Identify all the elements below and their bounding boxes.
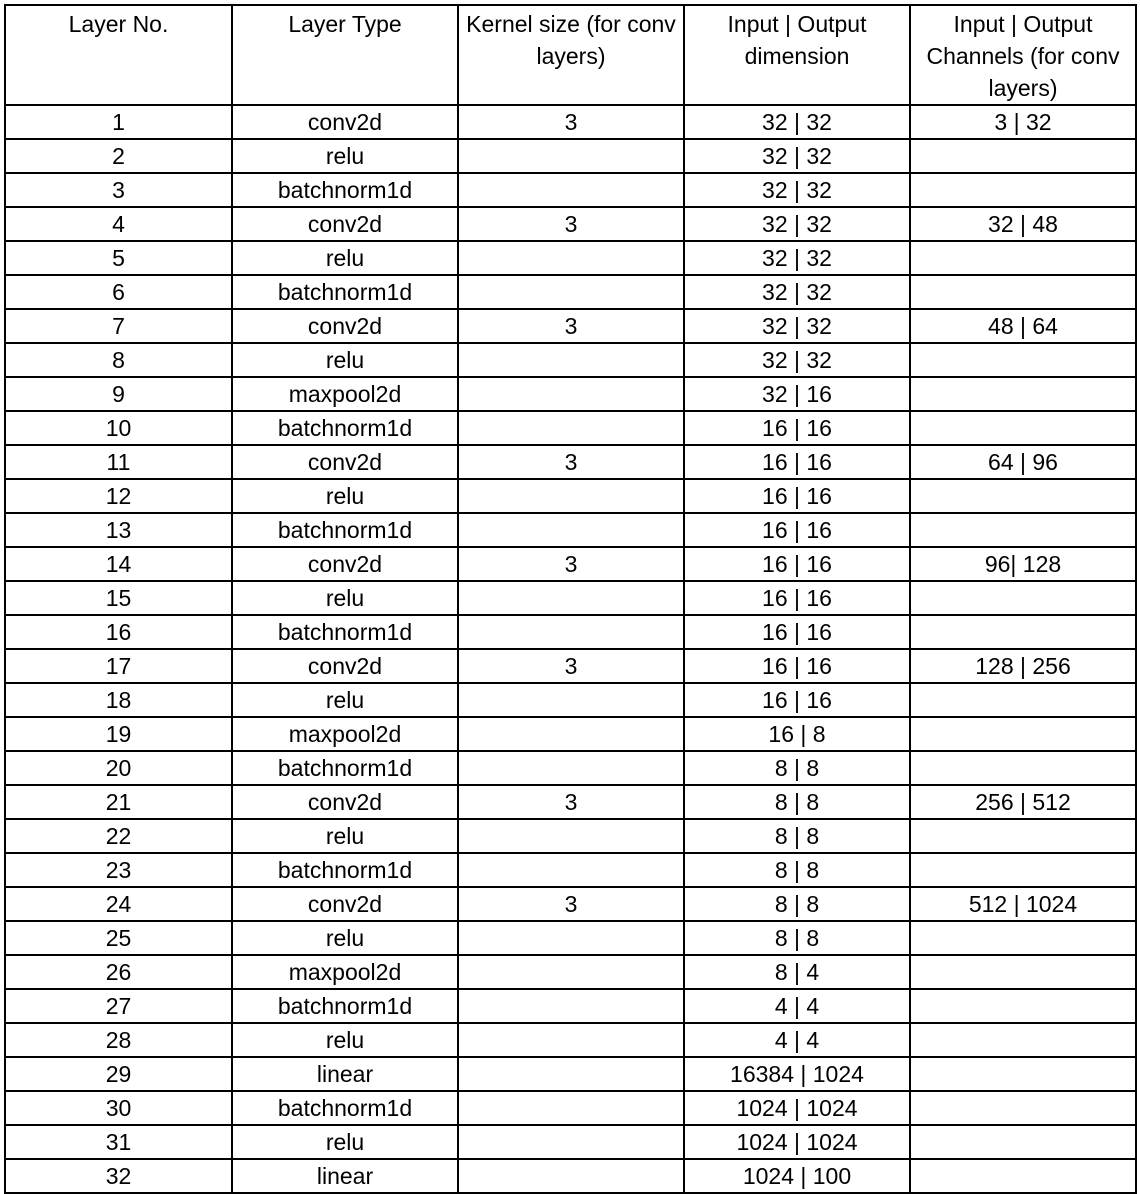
cell-layer-type: linear: [232, 1159, 458, 1193]
header-layer-type: Layer Type: [232, 5, 458, 105]
table-row: [5, 173, 1136, 207]
table-row: [5, 649, 1136, 683]
cell-layer-no: 30: [5, 1091, 232, 1125]
cell-io-dimension: 1024 | 1024: [684, 1091, 910, 1125]
cell-layer-type: conv2d: [232, 547, 458, 581]
cell-kernel-size: [458, 819, 684, 853]
cell-layer-type: maxpool2d: [232, 717, 458, 751]
cell-layer-type: batchnorm1d: [232, 615, 458, 649]
cell-kernel-size: [458, 989, 684, 1023]
cell-io-dimension: 4 | 4: [684, 989, 910, 1023]
cell-layer-no: 3: [5, 173, 232, 207]
cell-kernel-size: [458, 955, 684, 989]
cell-layer-no: 21: [5, 785, 232, 819]
cell-layer-no: 22: [5, 819, 232, 853]
table-row: [5, 581, 1136, 615]
table-row: [5, 751, 1136, 785]
table-row: [5, 921, 1136, 955]
cell-kernel-size: [458, 683, 684, 717]
table-row: [5, 785, 1136, 819]
cell-layer-type: batchnorm1d: [232, 411, 458, 445]
cell-layer-type: relu: [232, 241, 458, 275]
header-io-dimension: Input | Output dimension: [684, 5, 910, 105]
cell-io-channels: [910, 615, 1136, 649]
cell-io-channels: [910, 921, 1136, 955]
cell-io-dimension: 16 | 16: [684, 445, 910, 479]
cell-layer-no: 31: [5, 1125, 232, 1159]
cell-io-channels: [910, 275, 1136, 309]
table-row: [5, 105, 1136, 139]
table-row: [5, 1091, 1136, 1125]
table-row: [5, 1057, 1136, 1091]
cell-io-dimension: 32 | 32: [684, 173, 910, 207]
table-row: [5, 309, 1136, 343]
cell-layer-no: 6: [5, 275, 232, 309]
cell-io-channels: [910, 139, 1136, 173]
table-row: [5, 683, 1136, 717]
cell-layer-no: 25: [5, 921, 232, 955]
cell-kernel-size: [458, 1023, 684, 1057]
cell-layer-no: 4: [5, 207, 232, 241]
cell-io-dimension: 32 | 32: [684, 207, 910, 241]
cell-io-dimension: 16 | 16: [684, 479, 910, 513]
cell-kernel-size: [458, 377, 684, 411]
cell-io-dimension: 32 | 32: [684, 309, 910, 343]
table-row: [5, 989, 1136, 1023]
cell-io-dimension: 16 | 16: [684, 547, 910, 581]
cell-kernel-size: [458, 1159, 684, 1193]
cell-io-channels: [910, 1023, 1136, 1057]
cell-io-dimension: 16 | 16: [684, 581, 910, 615]
header-kernel-size: Kernel size (for conv layers): [458, 5, 684, 105]
cell-kernel-size: 3: [458, 445, 684, 479]
table-body: [5, 105, 1136, 1193]
cell-io-channels: 3 | 32: [910, 105, 1136, 139]
cell-layer-type: conv2d: [232, 887, 458, 921]
cell-layer-no: 20: [5, 751, 232, 785]
cell-io-channels: [910, 513, 1136, 547]
cell-io-dimension: 16 | 16: [684, 615, 910, 649]
cell-layer-no: 7: [5, 309, 232, 343]
cell-kernel-size: 3: [458, 547, 684, 581]
cell-kernel-size: [458, 343, 684, 377]
cell-layer-type: batchnorm1d: [232, 275, 458, 309]
table-row: [5, 207, 1136, 241]
cell-layer-no: 19: [5, 717, 232, 751]
cell-layer-type: relu: [232, 819, 458, 853]
table-row: [5, 1125, 1136, 1159]
cell-layer-type: batchnorm1d: [232, 989, 458, 1023]
cell-layer-no: 12: [5, 479, 232, 513]
cell-kernel-size: [458, 479, 684, 513]
cell-layer-type: batchnorm1d: [232, 173, 458, 207]
table-row: [5, 513, 1136, 547]
cell-layer-no: 10: [5, 411, 232, 445]
cell-kernel-size: [458, 1057, 684, 1091]
cell-io-dimension: 16 | 16: [684, 683, 910, 717]
cell-io-dimension: 8 | 8: [684, 921, 910, 955]
cell-layer-type: conv2d: [232, 309, 458, 343]
cell-io-channels: [910, 1159, 1136, 1193]
cell-io-channels: [910, 581, 1136, 615]
cell-io-dimension: 32 | 32: [684, 275, 910, 309]
cell-kernel-size: 3: [458, 649, 684, 683]
cell-layer-type: relu: [232, 581, 458, 615]
table-row: [5, 819, 1136, 853]
cell-io-channels: 128 | 256: [910, 649, 1136, 683]
cell-io-channels: [910, 377, 1136, 411]
header-io-channels: Input | Output Channels (for conv layers): [910, 5, 1136, 105]
cell-io-dimension: 8 | 8: [684, 751, 910, 785]
cell-io-channels: [910, 1125, 1136, 1159]
cell-io-dimension: 8 | 4: [684, 955, 910, 989]
cell-io-channels: 64 | 96: [910, 445, 1136, 479]
table-row: [5, 887, 1136, 921]
table-row: [5, 275, 1136, 309]
cell-kernel-size: [458, 1125, 684, 1159]
layer-architecture-table: [4, 4, 1137, 1194]
cell-layer-type: relu: [232, 683, 458, 717]
cell-io-channels: [910, 343, 1136, 377]
table-header: [5, 5, 1136, 105]
table-row: [5, 547, 1136, 581]
cell-kernel-size: [458, 1091, 684, 1125]
cell-io-dimension: 8 | 8: [684, 853, 910, 887]
cell-layer-type: relu: [232, 921, 458, 955]
table-row: [5, 1023, 1136, 1057]
cell-layer-no: 16: [5, 615, 232, 649]
cell-io-dimension: 16384 | 1024: [684, 1057, 910, 1091]
cell-io-dimension: 1024 | 1024: [684, 1125, 910, 1159]
cell-layer-type: relu: [232, 1125, 458, 1159]
cell-layer-no: 15: [5, 581, 232, 615]
cell-io-channels: [910, 479, 1136, 513]
table-row: [5, 139, 1136, 173]
cell-layer-no: 14: [5, 547, 232, 581]
cell-io-channels: [910, 241, 1136, 275]
cell-kernel-size: [458, 615, 684, 649]
cell-kernel-size: [458, 513, 684, 547]
cell-layer-no: 23: [5, 853, 232, 887]
cell-kernel-size: [458, 717, 684, 751]
header-row: [5, 5, 1136, 105]
cell-io-dimension: 32 | 32: [684, 105, 910, 139]
table-row: [5, 717, 1136, 751]
cell-layer-type: conv2d: [232, 445, 458, 479]
cell-kernel-size: [458, 853, 684, 887]
cell-layer-no: 29: [5, 1057, 232, 1091]
cell-io-dimension: 32 | 32: [684, 241, 910, 275]
cell-layer-no: 27: [5, 989, 232, 1023]
cell-layer-no: 1: [5, 105, 232, 139]
cell-io-channels: [910, 751, 1136, 785]
cell-layer-type: batchnorm1d: [232, 853, 458, 887]
cell-io-channels: [910, 683, 1136, 717]
cell-layer-type: relu: [232, 139, 458, 173]
cell-layer-no: 11: [5, 445, 232, 479]
cell-io-channels: 96| 128: [910, 547, 1136, 581]
cell-layer-type: relu: [232, 479, 458, 513]
cell-layer-type: maxpool2d: [232, 377, 458, 411]
cell-kernel-size: 3: [458, 785, 684, 819]
cell-io-dimension: 16 | 16: [684, 513, 910, 547]
cell-kernel-size: 3: [458, 105, 684, 139]
cell-layer-type: maxpool2d: [232, 955, 458, 989]
cell-layer-no: 2: [5, 139, 232, 173]
cell-kernel-size: [458, 921, 684, 955]
table-row: [5, 343, 1136, 377]
cell-io-channels: [910, 1091, 1136, 1125]
cell-layer-no: 13: [5, 513, 232, 547]
cell-kernel-size: [458, 751, 684, 785]
cell-io-channels: [910, 819, 1136, 853]
table-row: [5, 853, 1136, 887]
cell-io-dimension: 16 | 16: [684, 649, 910, 683]
cell-io-dimension: 4 | 4: [684, 1023, 910, 1057]
cell-layer-no: 26: [5, 955, 232, 989]
header-layer-no: Layer No.: [5, 5, 232, 105]
cell-layer-no: 24: [5, 887, 232, 921]
cell-kernel-size: [458, 173, 684, 207]
cell-layer-type: relu: [232, 1023, 458, 1057]
cell-layer-type: batchnorm1d: [232, 1091, 458, 1125]
cell-kernel-size: [458, 241, 684, 275]
cell-kernel-size: 3: [458, 207, 684, 241]
cell-io-channels: [910, 173, 1136, 207]
cell-kernel-size: [458, 581, 684, 615]
table-row: [5, 615, 1136, 649]
cell-kernel-size: [458, 275, 684, 309]
table-row: [5, 411, 1136, 445]
cell-layer-type: conv2d: [232, 105, 458, 139]
cell-io-channels: [910, 853, 1136, 887]
cell-layer-type: conv2d: [232, 649, 458, 683]
cell-io-channels: 256 | 512: [910, 785, 1136, 819]
cell-layer-no: 32: [5, 1159, 232, 1193]
cell-io-channels: [910, 717, 1136, 751]
cell-kernel-size: 3: [458, 887, 684, 921]
table-row: [5, 955, 1136, 989]
cell-io-dimension: 8 | 8: [684, 785, 910, 819]
cell-layer-type: relu: [232, 343, 458, 377]
cell-layer-no: 5: [5, 241, 232, 275]
cell-io-dimension: 32 | 32: [684, 343, 910, 377]
table-row: [5, 445, 1136, 479]
cell-io-dimension: 16 | 16: [684, 411, 910, 445]
cell-layer-no: 17: [5, 649, 232, 683]
table-row: [5, 377, 1136, 411]
cell-io-dimension: 32 | 16: [684, 377, 910, 411]
cell-layer-no: 9: [5, 377, 232, 411]
table-row: [5, 1159, 1136, 1193]
cell-layer-no: 28: [5, 1023, 232, 1057]
cell-layer-type: conv2d: [232, 785, 458, 819]
cell-io-channels: 512 | 1024: [910, 887, 1136, 921]
cell-io-channels: [910, 411, 1136, 445]
cell-io-dimension: 16 | 8: [684, 717, 910, 751]
cell-io-channels: 32 | 48: [910, 207, 1136, 241]
cell-io-dimension: 32 | 32: [684, 139, 910, 173]
table-row: [5, 479, 1136, 513]
cell-io-channels: [910, 955, 1136, 989]
cell-layer-no: 8: [5, 343, 232, 377]
cell-io-dimension: 1024 | 100: [684, 1159, 910, 1193]
cell-layer-type: batchnorm1d: [232, 513, 458, 547]
cell-io-channels: [910, 1057, 1136, 1091]
cell-io-channels: [910, 989, 1136, 1023]
cell-io-dimension: 8 | 8: [684, 887, 910, 921]
cell-kernel-size: [458, 139, 684, 173]
cell-io-channels: 48 | 64: [910, 309, 1136, 343]
table-row: [5, 241, 1136, 275]
cell-kernel-size: 3: [458, 309, 684, 343]
cell-layer-type: conv2d: [232, 207, 458, 241]
cell-layer-type: linear: [232, 1057, 458, 1091]
cell-kernel-size: [458, 411, 684, 445]
cell-io-dimension: 8 | 8: [684, 819, 910, 853]
cell-layer-type: batchnorm1d: [232, 751, 458, 785]
cell-layer-no: 18: [5, 683, 232, 717]
